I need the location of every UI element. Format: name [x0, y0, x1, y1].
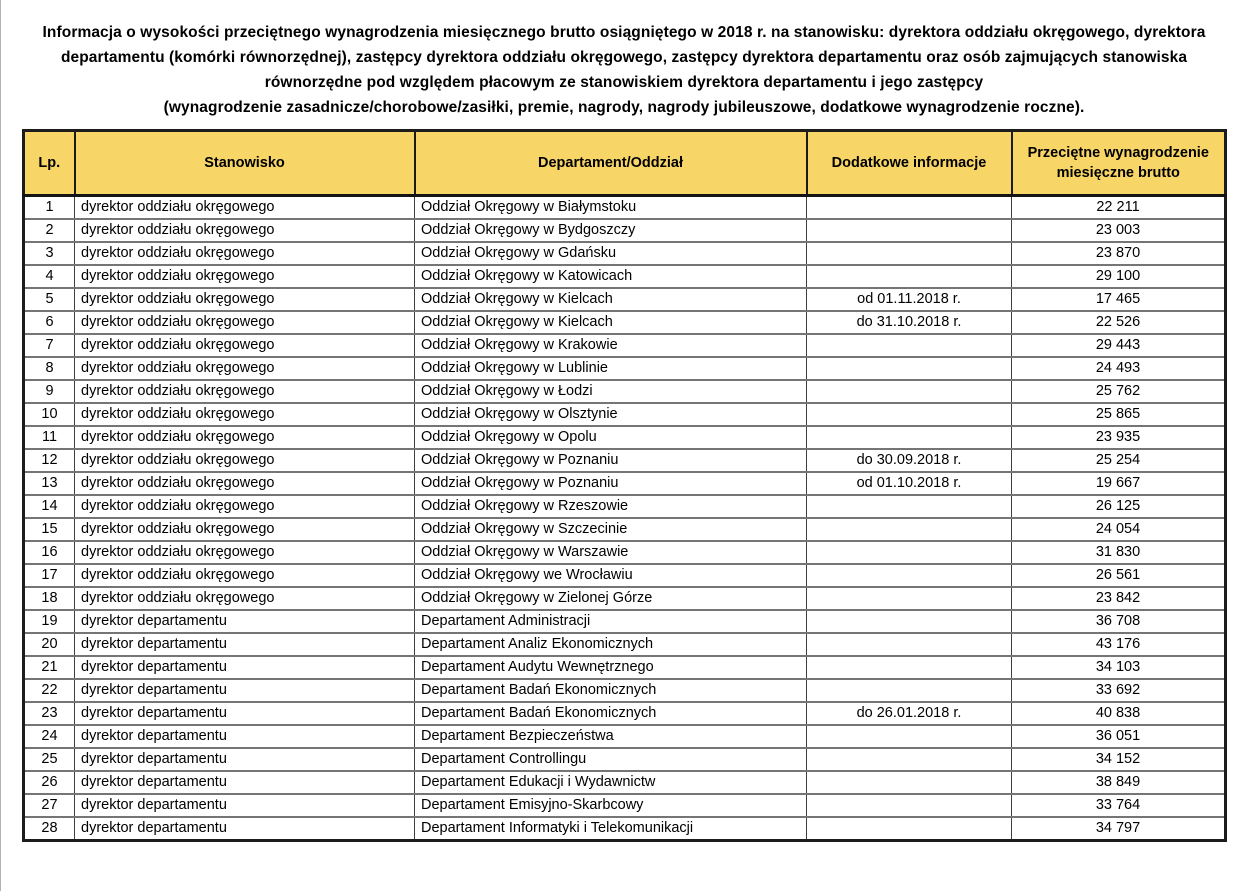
cell-departament: Oddział Okręgowy w Poznaniu — [415, 472, 807, 495]
cell-stanowisko: dyrektor oddziału okręgowego — [75, 357, 415, 380]
cell-stanowisko: dyrektor oddziału okręgowego — [75, 334, 415, 357]
table-row — [24, 725, 1226, 748]
cell-departament: Departament Emisyjno-Skarbcowy — [415, 794, 807, 817]
cell-wynagrodzenie: 23 003 — [1012, 219, 1226, 242]
cell-stanowisko: dyrektor departamentu — [75, 725, 415, 748]
cell-wynagrodzenie: 25 762 — [1012, 380, 1226, 403]
header-lp: Lp. — [24, 131, 75, 196]
cell-wynagrodzenie: 22 526 — [1012, 311, 1226, 334]
cell-stanowisko: dyrektor oddziału okręgowego — [75, 311, 415, 334]
cell-dodatkowe-informacje — [807, 587, 1012, 610]
cell-stanowisko: dyrektor departamentu — [75, 633, 415, 656]
cell-stanowisko: dyrektor oddziału okręgowego — [75, 219, 415, 242]
cell-lp: 5 — [24, 288, 75, 311]
cell-wynagrodzenie: 26 561 — [1012, 564, 1226, 587]
cell-wynagrodzenie: 34 797 — [1012, 817, 1226, 841]
cell-lp: 4 — [24, 265, 75, 288]
cell-dodatkowe-informacje — [807, 656, 1012, 679]
cell-dodatkowe-informacje — [807, 334, 1012, 357]
cell-wynagrodzenie: 25 865 — [1012, 403, 1226, 426]
cell-wynagrodzenie: 17 465 — [1012, 288, 1226, 311]
header-dodatkowe: Dodatkowe informacje — [807, 131, 1012, 196]
cell-lp: 12 — [24, 449, 75, 472]
cell-wynagrodzenie: 23 842 — [1012, 587, 1226, 610]
table-row — [24, 449, 1226, 472]
cell-stanowisko: dyrektor oddziału okręgowego — [75, 242, 415, 265]
table-row — [24, 610, 1226, 633]
cell-departament: Oddział Okręgowy w Rzeszowie — [415, 495, 807, 518]
table-row — [24, 288, 1226, 311]
table-row — [24, 771, 1226, 794]
cell-departament: Oddział Okręgowy w Bydgoszczy — [415, 219, 807, 242]
table-row — [24, 403, 1226, 426]
table-row — [24, 541, 1226, 564]
table-row — [24, 426, 1226, 449]
cell-stanowisko: dyrektor oddziału okręgowego — [75, 472, 415, 495]
cell-departament: Oddział Okręgowy w Katowicach — [415, 265, 807, 288]
cell-dodatkowe-informacje — [807, 219, 1012, 242]
cell-dodatkowe-informacje — [807, 679, 1012, 702]
cell-lp: 24 — [24, 725, 75, 748]
cell-lp: 8 — [24, 357, 75, 380]
cell-wynagrodzenie: 40 838 — [1012, 702, 1226, 725]
cell-departament: Oddział Okręgowy w Szczecinie — [415, 518, 807, 541]
table-row — [24, 380, 1226, 403]
cell-departament: Departament Bezpieczeństwa — [415, 725, 807, 748]
cell-stanowisko: dyrektor departamentu — [75, 817, 415, 841]
cell-wynagrodzenie: 36 051 — [1012, 725, 1226, 748]
cell-lp: 2 — [24, 219, 75, 242]
table-row — [24, 472, 1226, 495]
cell-departament: Oddział Okręgowy w Krakowie — [415, 334, 807, 357]
cell-departament: Oddział Okręgowy w Kielcach — [415, 288, 807, 311]
cell-wynagrodzenie: 33 692 — [1012, 679, 1226, 702]
cell-lp: 6 — [24, 311, 75, 334]
table-row — [24, 679, 1226, 702]
cell-wynagrodzenie: 23 935 — [1012, 426, 1226, 449]
cell-lp: 15 — [24, 518, 75, 541]
cell-wynagrodzenie: 36 708 — [1012, 610, 1226, 633]
cell-dodatkowe-informacje — [807, 541, 1012, 564]
cell-dodatkowe-informacje — [807, 495, 1012, 518]
document-title — [26, 20, 1222, 120]
cell-lp: 16 — [24, 541, 75, 564]
cell-lp: 1 — [24, 196, 75, 220]
cell-stanowisko: dyrektor departamentu — [75, 656, 415, 679]
cell-dodatkowe-informacje — [807, 610, 1012, 633]
cell-wynagrodzenie: 34 103 — [1012, 656, 1226, 679]
cell-stanowisko: dyrektor oddziału okręgowego — [75, 426, 415, 449]
cell-lp: 17 — [24, 564, 75, 587]
cell-departament: Oddział Okręgowy w Gdańsku — [415, 242, 807, 265]
cell-wynagrodzenie: 19 667 — [1012, 472, 1226, 495]
cell-dodatkowe-informacje — [807, 403, 1012, 426]
cell-stanowisko: dyrektor departamentu — [75, 610, 415, 633]
cell-wynagrodzenie: 33 764 — [1012, 794, 1226, 817]
cell-stanowisko: dyrektor oddziału okręgowego — [75, 403, 415, 426]
cell-departament: Oddział Okręgowy w Białymstoku — [415, 196, 807, 220]
cell-departament: Oddział Okręgowy w Kielcach — [415, 311, 807, 334]
document-title-line: równorzędne pod względem płacowym ze stanowiskiem dyrektora departamentu i jego zastępcy — [264, 74, 984, 91]
table-row — [24, 495, 1226, 518]
cell-lp: 25 — [24, 748, 75, 771]
cell-stanowisko: dyrektor oddziału okręgowego — [75, 541, 415, 564]
table-row — [24, 794, 1226, 817]
cell-lp: 26 — [24, 771, 75, 794]
cell-departament: Departament Controllingu — [415, 748, 807, 771]
cell-dodatkowe-informacje — [807, 564, 1012, 587]
cell-lp: 10 — [24, 403, 75, 426]
cell-wynagrodzenie: 31 830 — [1012, 541, 1226, 564]
cell-dodatkowe-informacje — [807, 426, 1012, 449]
cell-dodatkowe-informacje: od 01.11.2018 r. — [807, 288, 1012, 311]
header-stanowisko: Stanowisko — [75, 131, 415, 196]
cell-dodatkowe-informacje — [807, 633, 1012, 656]
header-row — [24, 131, 1226, 196]
cell-stanowisko: dyrektor oddziału okręgowego — [75, 196, 415, 220]
cell-stanowisko: dyrektor departamentu — [75, 794, 415, 817]
cell-dodatkowe-informacje — [807, 265, 1012, 288]
table-row — [24, 564, 1226, 587]
cell-stanowisko: dyrektor oddziału okręgowego — [75, 587, 415, 610]
cell-departament: Oddział Okręgowy w Olsztynie — [415, 403, 807, 426]
cell-dodatkowe-informacje: do 30.09.2018 r. — [807, 449, 1012, 472]
cell-wynagrodzenie: 22 211 — [1012, 196, 1226, 220]
salary-table-header — [24, 131, 1226, 196]
cell-departament: Departament Audytu Wewnętrznego — [415, 656, 807, 679]
cell-stanowisko: dyrektor oddziału okręgowego — [75, 265, 415, 288]
cell-dodatkowe-informacje — [807, 357, 1012, 380]
cell-wynagrodzenie: 24 493 — [1012, 357, 1226, 380]
table-row — [24, 334, 1226, 357]
cell-lp: 7 — [24, 334, 75, 357]
cell-dodatkowe-informacje — [807, 817, 1012, 841]
cell-stanowisko: dyrektor departamentu — [75, 702, 415, 725]
cell-wynagrodzenie: 23 870 — [1012, 242, 1226, 265]
cell-dodatkowe-informacje — [807, 196, 1012, 220]
table-row — [24, 311, 1226, 334]
cell-departament: Oddział Okręgowy w Poznaniu — [415, 449, 807, 472]
cell-departament: Departament Informatyki i Telekomunikacji — [415, 817, 807, 841]
table-row — [24, 702, 1226, 725]
cell-lp: 9 — [24, 380, 75, 403]
cell-wynagrodzenie: 24 054 — [1012, 518, 1226, 541]
cell-departament: Oddział Okręgowy w Opolu — [415, 426, 807, 449]
cell-stanowisko: dyrektor departamentu — [75, 748, 415, 771]
cell-stanowisko: dyrektor departamentu — [75, 679, 415, 702]
cell-dodatkowe-informacje — [807, 242, 1012, 265]
cell-departament: Oddział Okręgowy w Łodzi — [415, 380, 807, 403]
table-row — [24, 357, 1226, 380]
document-title-line: (wynagrodzenie zasadnicze/chorobowe/zasiłki, premie, nagrody, nagrody jubileuszowe, dodatkowe wynagrodzenie roczne). — [163, 99, 1085, 116]
cell-dodatkowe-informacje: do 26.01.2018 r. — [807, 702, 1012, 725]
cell-lp: 13 — [24, 472, 75, 495]
cell-stanowisko: dyrektor oddziału okręgowego — [75, 518, 415, 541]
cell-lp: 28 — [24, 817, 75, 841]
cell-stanowisko: dyrektor oddziału okręgowego — [75, 495, 415, 518]
salary-table-body — [24, 196, 1226, 841]
cell-stanowisko: dyrektor oddziału okręgowego — [75, 564, 415, 587]
cell-wynagrodzenie: 26 125 — [1012, 495, 1226, 518]
cell-lp: 11 — [24, 426, 75, 449]
cell-lp: 23 — [24, 702, 75, 725]
cell-dodatkowe-informacje — [807, 748, 1012, 771]
cell-lp: 19 — [24, 610, 75, 633]
cell-departament: Departament Badań Ekonomicznych — [415, 702, 807, 725]
cell-departament: Oddział Okręgowy w Lublinie — [415, 357, 807, 380]
cell-departament: Oddział Okręgowy w Warszawie — [415, 541, 807, 564]
cell-dodatkowe-informacje: do 31.10.2018 r. — [807, 311, 1012, 334]
header-departament: Departament/Oddział — [415, 131, 807, 196]
cell-dodatkowe-informacje: od 01.10.2018 r. — [807, 472, 1012, 495]
cell-lp: 27 — [24, 794, 75, 817]
cell-dodatkowe-informacje — [807, 518, 1012, 541]
table-row — [24, 242, 1226, 265]
table-row — [24, 518, 1226, 541]
cell-stanowisko: dyrektor departamentu — [75, 771, 415, 794]
cell-dodatkowe-informacje — [807, 380, 1012, 403]
cell-departament: Departament Analiz Ekonomicznych — [415, 633, 807, 656]
salary-table — [22, 129, 1227, 842]
cell-lp: 21 — [24, 656, 75, 679]
header-wynagrodzenie: Przeciętne wynagrodzenie miesięczne brutto — [1012, 131, 1226, 196]
cell-dodatkowe-informacje — [807, 725, 1012, 748]
cell-stanowisko: dyrektor oddziału okręgowego — [75, 380, 415, 403]
cell-wynagrodzenie: 34 152 — [1012, 748, 1226, 771]
cell-lp: 3 — [24, 242, 75, 265]
table-row — [24, 265, 1226, 288]
table-row — [24, 748, 1226, 771]
table-row — [24, 219, 1226, 242]
cell-departament: Departament Edukacji i Wydawnictw — [415, 771, 807, 794]
cell-wynagrodzenie: 38 849 — [1012, 771, 1226, 794]
table-row — [24, 196, 1226, 220]
table-row — [24, 587, 1226, 610]
cell-stanowisko: dyrektor oddziału okręgowego — [75, 449, 415, 472]
cell-stanowisko: dyrektor oddziału okręgowego — [75, 288, 415, 311]
cell-lp: 22 — [24, 679, 75, 702]
table-row — [24, 817, 1226, 841]
document-title-line: departamentu (komórki równorzędnej), zastępcy dyrektora oddziału okręgowego, zastępcy dyrektora departamentu oraz osób zajmujących stanowiska — [60, 49, 1188, 66]
document-title-line: Informacja o wysokości przeciętnego wynagrodzenia miesięcznego brutto osiągniętego w 2018 r. na stanowisku: dyrektora oddziału okręgowego, dyrektora — [42, 24, 1206, 41]
cell-departament: Departament Administracji — [415, 610, 807, 633]
table-row — [24, 633, 1226, 656]
cell-dodatkowe-informacje — [807, 771, 1012, 794]
cell-lp: 20 — [24, 633, 75, 656]
cell-wynagrodzenie: 25 254 — [1012, 449, 1226, 472]
cell-lp: 14 — [24, 495, 75, 518]
cell-dodatkowe-informacje — [807, 794, 1012, 817]
cell-departament: Oddział Okręgowy w Zielonej Górze — [415, 587, 807, 610]
cell-wynagrodzenie: 29 100 — [1012, 265, 1226, 288]
document-page — [1, 0, 1260, 842]
cell-lp: 18 — [24, 587, 75, 610]
table-row — [24, 656, 1226, 679]
cell-wynagrodzenie: 29 443 — [1012, 334, 1226, 357]
cell-departament: Departament Badań Ekonomicznych — [415, 679, 807, 702]
cell-departament: Oddział Okręgowy we Wrocławiu — [415, 564, 807, 587]
cell-wynagrodzenie: 43 176 — [1012, 633, 1226, 656]
